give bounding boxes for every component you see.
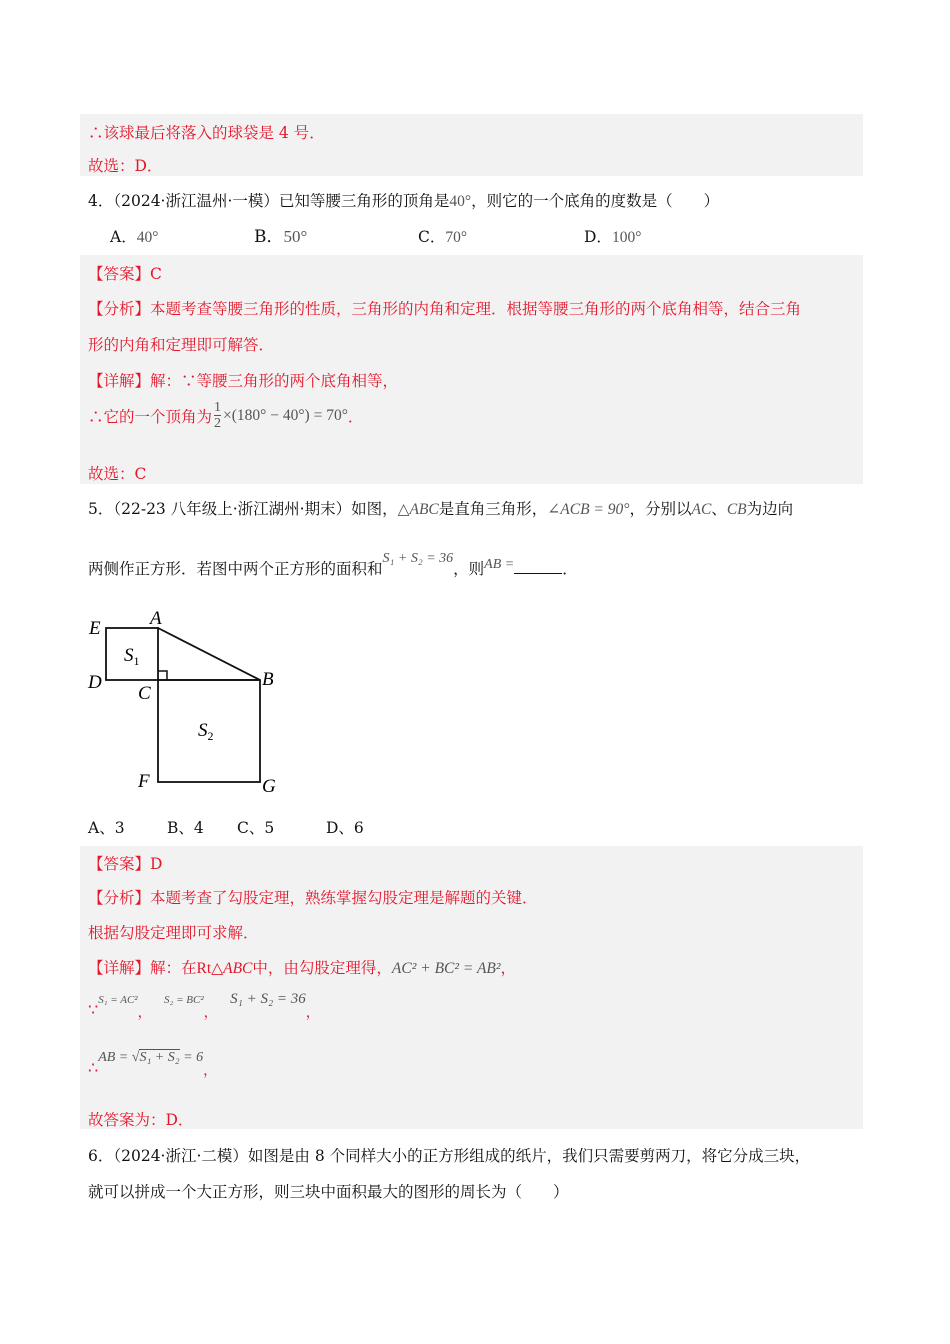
q6-stem-line2: 就可以拼成一个大正方形，则三块中面积最大的图形的周长为（ ） — [88, 1183, 569, 1201]
q5-option-d[interactable]: D、6 — [326, 819, 364, 837]
label-c: C — [138, 683, 151, 704]
q4-analysis-line1: 【分析】本题考查等腰三角形的性质，三角形的内角和定理．根据等腰三角形的两个底角相等，结合三角 — [88, 300, 802, 318]
label-f: F — [138, 771, 150, 792]
q5-conclusion: 故答案为：D． — [88, 1111, 194, 1129]
label-a: A — [150, 608, 162, 629]
q5-analysis-line2: 根据勾股定理即可求解． — [88, 924, 259, 942]
q5-option-b[interactable]: B、4 — [167, 819, 204, 837]
q5-detail-line2: ∵S₁ = AC²， S₂ = BC²， S₁ + S₂ = 36， — [88, 991, 320, 1021]
q4-answer: 【答案】C — [88, 265, 162, 283]
q4-option-d[interactable]: D．100° — [584, 228, 642, 246]
q5-stem-line1: 5．（22-23 八年级上·浙江湖州·期末）如图，△ABC是直角三角形，∠ACB = 90°，分别以AC、CB为边向 — [88, 500, 794, 518]
label-d: D — [88, 672, 102, 693]
label-g: G — [262, 776, 276, 797]
q4-detail-line2: ∴它的一个顶角为 $\frac{1}{2}$ ×(180° − 40°) = 70° ． — [88, 400, 364, 431]
q4-stem-angle: 40° — [449, 193, 472, 210]
q5-detail-line3: ∴AB = √S₁ + S₂ = 6， — [88, 1050, 218, 1079]
hypotenuse-ab — [158, 628, 260, 680]
q5-option-a[interactable]: A、3 — [88, 819, 125, 837]
label-b: B — [262, 669, 274, 690]
q6-stem-line1: 6．（2024·浙江·二模）如图是由 8 个同样大小的正方形组成的纸片，我们只需要剪两刀，将它分成三块， — [88, 1147, 811, 1165]
q4-fraction-half: $\frac{1}{2}$ — [214, 400, 222, 431]
label-e: E — [89, 618, 101, 639]
q4-detail-line1: 【详解】解：∵等腰三角形的两个底角相等， — [88, 372, 399, 390]
q5-stem-line2: 两侧作正方形．若图中两个正方形的面积和S₁ + S₂ = 36，则AB = ． — [88, 551, 578, 578]
label-s2: $S_2$ — [198, 720, 214, 743]
q4-option-b[interactable]: B．50° — [254, 227, 308, 247]
q5-detail-line1: 【详解】解：在Rt△ABC中，由勾股定理得，AC² + BC² = AB²， — [88, 959, 517, 977]
q4-choose: 故选：C — [88, 465, 147, 483]
q5-analysis-line1: 【分析】本题考查了勾股定理，熟练掌握勾股定理是解题的关键． — [88, 889, 538, 907]
q3-conclusion-line: ∴该球最后将落入的球袋是 4 号． — [88, 124, 325, 142]
q4-stem: 4．（2024·浙江温州·一模）已知等腰三角形的顶角是40°，则它的一个底角的度数是（ ） — [88, 192, 720, 210]
label-s1: $S_1$ — [124, 645, 140, 668]
q4-option-a[interactable]: A．40° — [110, 228, 159, 246]
q4-option-c[interactable]: C．70° — [418, 228, 468, 246]
q5-answer-blank[interactable] — [514, 559, 562, 574]
q4-analysis-line2: 形的内角和定理即可解答． — [88, 336, 275, 354]
q3-choose-line: 故选：D． — [88, 157, 163, 175]
q5-option-c[interactable]: C、5 — [237, 819, 275, 837]
q5-figure — [80, 605, 290, 800]
q5-answer: 【答案】D — [88, 855, 163, 873]
right-angle-mark — [158, 671, 167, 680]
